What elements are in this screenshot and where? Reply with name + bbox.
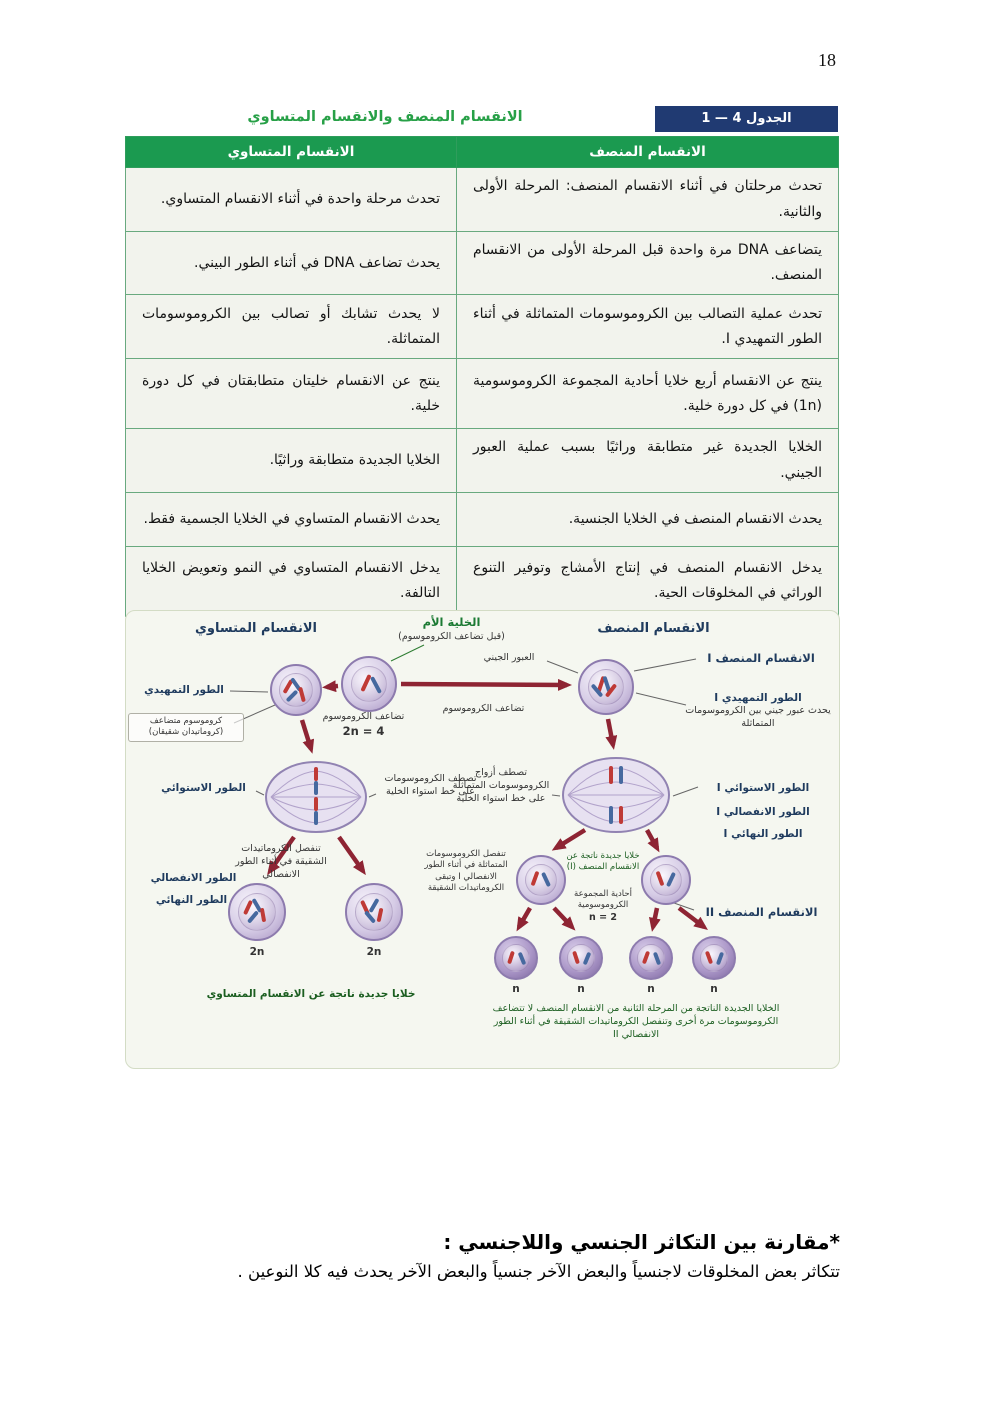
nucleus xyxy=(351,666,387,702)
page-number: 18 xyxy=(818,50,836,70)
haploid-label xyxy=(563,889,643,925)
nucleus xyxy=(567,944,595,972)
meiosis-cell: تحدث مرحلتان في أثناء الانقسام المنصف: المرحلة الأولى والثانية. xyxy=(457,168,839,232)
meiosis-lineup-label: تصطف أزواج الكروموسومات المتماثلة على خط استواء الخلية xyxy=(452,767,550,804)
nucleus xyxy=(650,864,682,896)
ploidy-n-3: n xyxy=(647,983,655,995)
meiosis2-label: الانقسام المنصف II xyxy=(705,905,818,919)
haploid-text: أحادية المجموعة الكروموسومية xyxy=(574,889,632,911)
cell-division-diagram xyxy=(125,610,840,1069)
crossing-over-label: العبور الجيني xyxy=(483,652,535,663)
parent-cell xyxy=(341,656,397,712)
table-title: الانقسام المنصف والانقسام المتساوي xyxy=(247,109,523,125)
duplicated-chromosome-label: كروموسوم متضاعف (كروماتيدان شقيقان) xyxy=(128,713,244,742)
prophase1-desc: يحدث عبور جيني بين الكروموسومات المتماثلة xyxy=(685,705,831,729)
meiosis1-daughter-cell-2 xyxy=(641,855,691,905)
meiosis-anaphase1-label: الطور الانفصالي I xyxy=(716,806,810,818)
mitosis-cell: يدخل الانقسام المتساوي في النمو وتعويض الخلايا التالفة. xyxy=(126,546,457,616)
ploidy-n2: n = 2 xyxy=(589,911,617,923)
parent-cell-label xyxy=(384,615,519,643)
mitosis-metaphase-cell xyxy=(264,759,368,835)
mitosis-cell: الخلايا الجديدة متطابقة وراثيًا. xyxy=(126,429,457,492)
ploidy-2n4: 2n = 4 xyxy=(342,723,385,738)
table-row xyxy=(126,359,839,429)
nucleus xyxy=(637,944,665,972)
duplication-left-label xyxy=(311,711,416,739)
table-row xyxy=(126,168,839,232)
meiosis-prophase1-label xyxy=(684,691,832,731)
mitosis-cell: ينتج عن الانقسام خليتان متطابقتان في كل دورة خلية. xyxy=(126,359,457,429)
meiosis2-cell-2 xyxy=(559,936,603,980)
table-row xyxy=(126,232,839,295)
reproduction-section xyxy=(125,1230,840,1281)
ploidy-n-1: n xyxy=(512,983,520,995)
mitosis-cell: تحدث مرحلة واحدة في أثناء الانقسام المتساوي. xyxy=(126,168,457,232)
table-badge: الجدول 4 — 1 xyxy=(655,106,838,132)
meiosis2-cell-1 xyxy=(494,936,538,980)
nucleus xyxy=(355,893,393,931)
table-row xyxy=(126,429,839,492)
meiosis-prophase1-cell xyxy=(578,659,634,715)
table-row xyxy=(126,295,839,359)
nucleus xyxy=(525,864,557,896)
meiosis-cell: يدخل الانقسام المنصف في إنتاج الأمشاج وتوفير التنوع الوراثي في المخلوقات الحية. xyxy=(457,546,839,616)
prophase1-title: الطور التمهيدي I xyxy=(714,692,802,704)
meiosis2-cell-3 xyxy=(629,936,673,980)
table-caption-row xyxy=(125,106,838,134)
reproduction-heading: *مقارنة بين التكاثر الجنسي واللاجنسي : xyxy=(443,1230,840,1254)
meiosis1-result-label: خلايا جديدة ناتجة عن الانقسام المنصف (I) xyxy=(566,851,640,873)
ploidy-n-2: n xyxy=(577,983,585,995)
mitosis-daughter-cell-1 xyxy=(228,883,286,941)
spindle-icon xyxy=(561,755,671,835)
meiosis-metaphase1-cell xyxy=(561,755,671,835)
mitosis-metaphase-label: الطور الاستوائي xyxy=(161,782,246,794)
mitosis-prophase-label: الطور التمهيدي xyxy=(144,684,224,696)
mitosis-separation-label: تنفصل الكروماتيدات الشقيقة في أثناء الطور الانفصالي xyxy=(235,843,327,880)
nucleus xyxy=(502,944,530,972)
mitosis-telophase-label: الطور النهائي xyxy=(155,894,228,906)
ploidy-2n-left: 2n xyxy=(249,946,265,958)
meiosis2-note-caption: الخلايا الجديدة الناتجة من المرحلة الثانية من الانقسام المنصف لا تتضاعف الكروموسومات مرة أخرى وتنفصل الكروماتيدات الشقيقة في أثناء الطور الانفصالي II xyxy=(492,1003,780,1040)
ploidy-n-4: n xyxy=(710,983,718,995)
parent-cell-label-sub: (قبل تضاعف الكروموسوم) xyxy=(398,630,505,642)
nucleus xyxy=(700,944,728,972)
duplication-text: تضاعف الكروموسوم xyxy=(322,711,405,722)
duplication-right-label: تضاعف الكروموسوم xyxy=(442,703,525,714)
meiosis-cell: الخلايا الجديدة غير متطابقة وراثيًا بسبب عملية العبور الجيني. xyxy=(457,429,839,492)
meiosis1-daughter-cell-1 xyxy=(516,855,566,905)
table-row xyxy=(126,546,839,616)
mitosis-anaphase-label: الطور الانفصالي xyxy=(150,872,237,884)
meiosis2-cell-4 xyxy=(692,936,736,980)
mitosis-prophase-cell xyxy=(270,664,322,716)
mitosis-cell: يحدث تضاعف DNA في أثناء الطور البيني. xyxy=(126,232,457,295)
spindle-icon xyxy=(264,759,368,835)
ploidy-2n-right: 2n xyxy=(366,946,382,958)
meiosis-cell: يحدث الانقسام المنصف في الخلايا الجنسية. xyxy=(457,492,839,546)
meiosis-cell: ينتج عن الانقسام أربع خلايا أحادية المجموعة الكروموسومية (1n) في كل دورة خلية. xyxy=(457,359,839,429)
table-header-row xyxy=(126,137,839,168)
comparison-table xyxy=(125,136,839,617)
mitosis-daughter-cell-2 xyxy=(345,883,403,941)
mitosis-result-caption: خلايا جديدة ناتجة عن الانقسام المتساوي xyxy=(206,988,416,1000)
mitosis-cell: يحدث الانقسام المتساوي في الخلايا الجسمية فقط. xyxy=(126,492,457,546)
mitosis-lineup-label: تصطف الكروموسومات على خط استواء الخلية xyxy=(384,773,477,797)
column-header-mitosis: الانقسام المتساوي xyxy=(126,137,457,168)
meiosis1-label: الانقسام المنصف I xyxy=(707,651,815,665)
parent-cell-label-main: الخلية الأم xyxy=(422,615,481,629)
meiosis-cell: تحدث عملية التصالب بين الكروموسومات المتماثلة في أثناء الطور التمهيدي I. xyxy=(457,295,839,359)
meiosis-telophase1-label: الطور النهائي I xyxy=(723,828,803,840)
table-row xyxy=(126,492,839,546)
meiosis-cell: يتضاعف DNA مرة واحدة قبل المرحلة الأولى من الانقسام المنصف. xyxy=(457,232,839,295)
reproduction-body: تتكاثر بعض المخلوقات لاجنسياً والبعض الآخر جنسياً والبعض الآخر يحدث فيه كلا النوعين . xyxy=(237,1262,840,1281)
mitosis-column-title: الانقسام المتساوي xyxy=(194,621,317,636)
column-header-meiosis: الانقسام المنصف xyxy=(457,137,839,168)
mitosis-cell: لا يحدث تشابك أو تصالب بين الكروموسومات المتماثلة. xyxy=(126,295,457,359)
meiosis-metaphase1-label: الطور الاستوائي I xyxy=(716,782,810,794)
meiosis-separation-label: تنفصل الكروموسومات المتماثلة في أثناء الطور الانفصالي I وتبقى الكروماتيدات الشقيقة xyxy=(424,849,508,894)
meiosis-column-title: الانقسام المنصف xyxy=(597,621,710,636)
